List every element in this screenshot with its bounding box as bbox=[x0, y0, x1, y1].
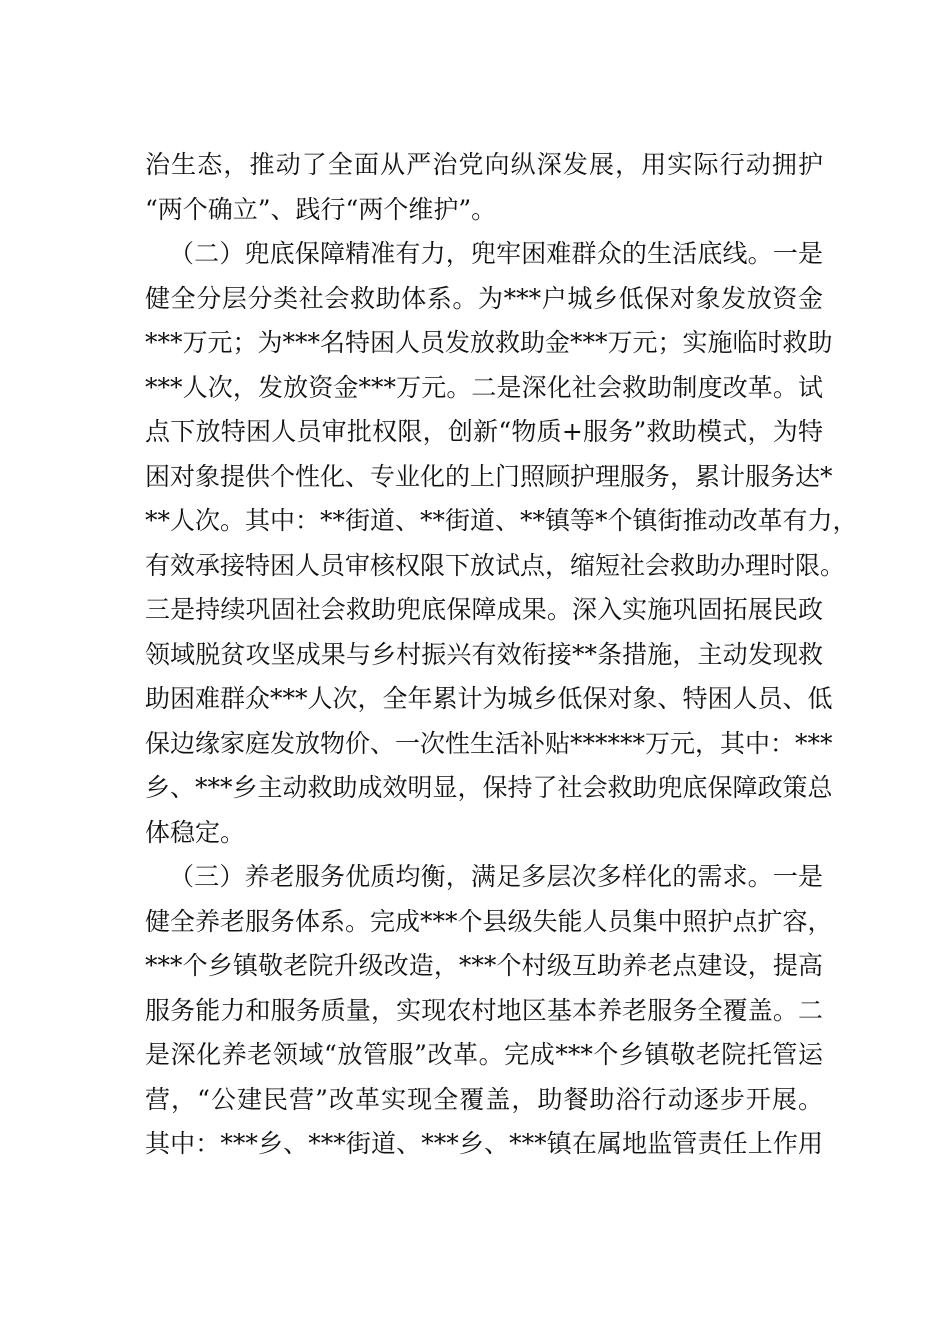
text-line: 其中：***乡、***街道、***乡、***镇在属地监管责任上作用 bbox=[145, 1129, 823, 1158]
text-line: ***人次，发放资金***万元。二是深化社会救助制度改革。试 bbox=[145, 372, 823, 402]
text-line: 有效承接特困人员审核权限下放试点，缩短社会救助办理时限。 bbox=[145, 550, 846, 580]
text-line: 服务能力和服务质量，实现农村地区基本养老服务全覆盖。二 bbox=[145, 995, 823, 1025]
paragraph-heading-line: （三）养老服务优质均衡，满足多层次多样化的需求。一是 bbox=[169, 862, 823, 891]
text-line: “两个确立”、践行“两个维护”。 bbox=[145, 194, 497, 224]
text-line: 困对象提供个性化、专业化的上门照顾护理服务，累计服务达* bbox=[145, 461, 833, 491]
text-line: 点下放特困人员审批权限，创新“物质+服务”救助模式，为特 bbox=[145, 417, 823, 446]
text-line: **人次。其中：**街道、**街道、**镇等*个镇街推动改革有力， bbox=[145, 506, 858, 535]
text-line: 乡、***乡主动救助成效明显，保持了社会救助兜底保障政策总 bbox=[145, 773, 833, 802]
text-line: 三是持续巩固社会救助兜底保障成果。深入实施巩固拓展民政 bbox=[145, 595, 823, 624]
document-page bbox=[145, 143, 858, 1167]
text-line: 保边缘家庭发放物价、一次性生活补贴******万元，其中：*** bbox=[145, 728, 833, 758]
text-line: 健全养老服务体系。完成***个县级失能人员集中照护点扩容， bbox=[145, 906, 833, 936]
text-line: 是深化养老领域“放管服”改革。完成***个乡镇敬老院托管运 bbox=[145, 1040, 823, 1069]
text-line: 治生态，推动了全面从严治党向纵深发展，用实际行动拥护 bbox=[145, 150, 823, 179]
text-line: 助困难群众***人次，全年累计为城乡低保对象、特困人员、低 bbox=[145, 684, 833, 713]
paragraph-heading-line: （二）兜底保障精准有力，兜牢困难群众的生活底线。一是 bbox=[169, 239, 823, 268]
text-line: ***个乡镇敬老院升级改造，***个村级互助养老点建设，提高 bbox=[145, 951, 823, 980]
text-line: 营，“公建民营”改革实现全覆盖，助餐助浴行动逐步开展。 bbox=[145, 1084, 823, 1114]
text-line: 健全分层分类社会救助体系。为***户城乡低保对象发放资金 bbox=[145, 283, 823, 313]
text-line: 体稳定。 bbox=[145, 817, 246, 847]
text-line: ***万元；为***名特困人员发放救助金***万元；实施临时救助 bbox=[145, 328, 833, 357]
text-line: 领域脱贫攻坚成果与乡村振兴有效衔接**条措施，主动发现救 bbox=[145, 639, 823, 669]
